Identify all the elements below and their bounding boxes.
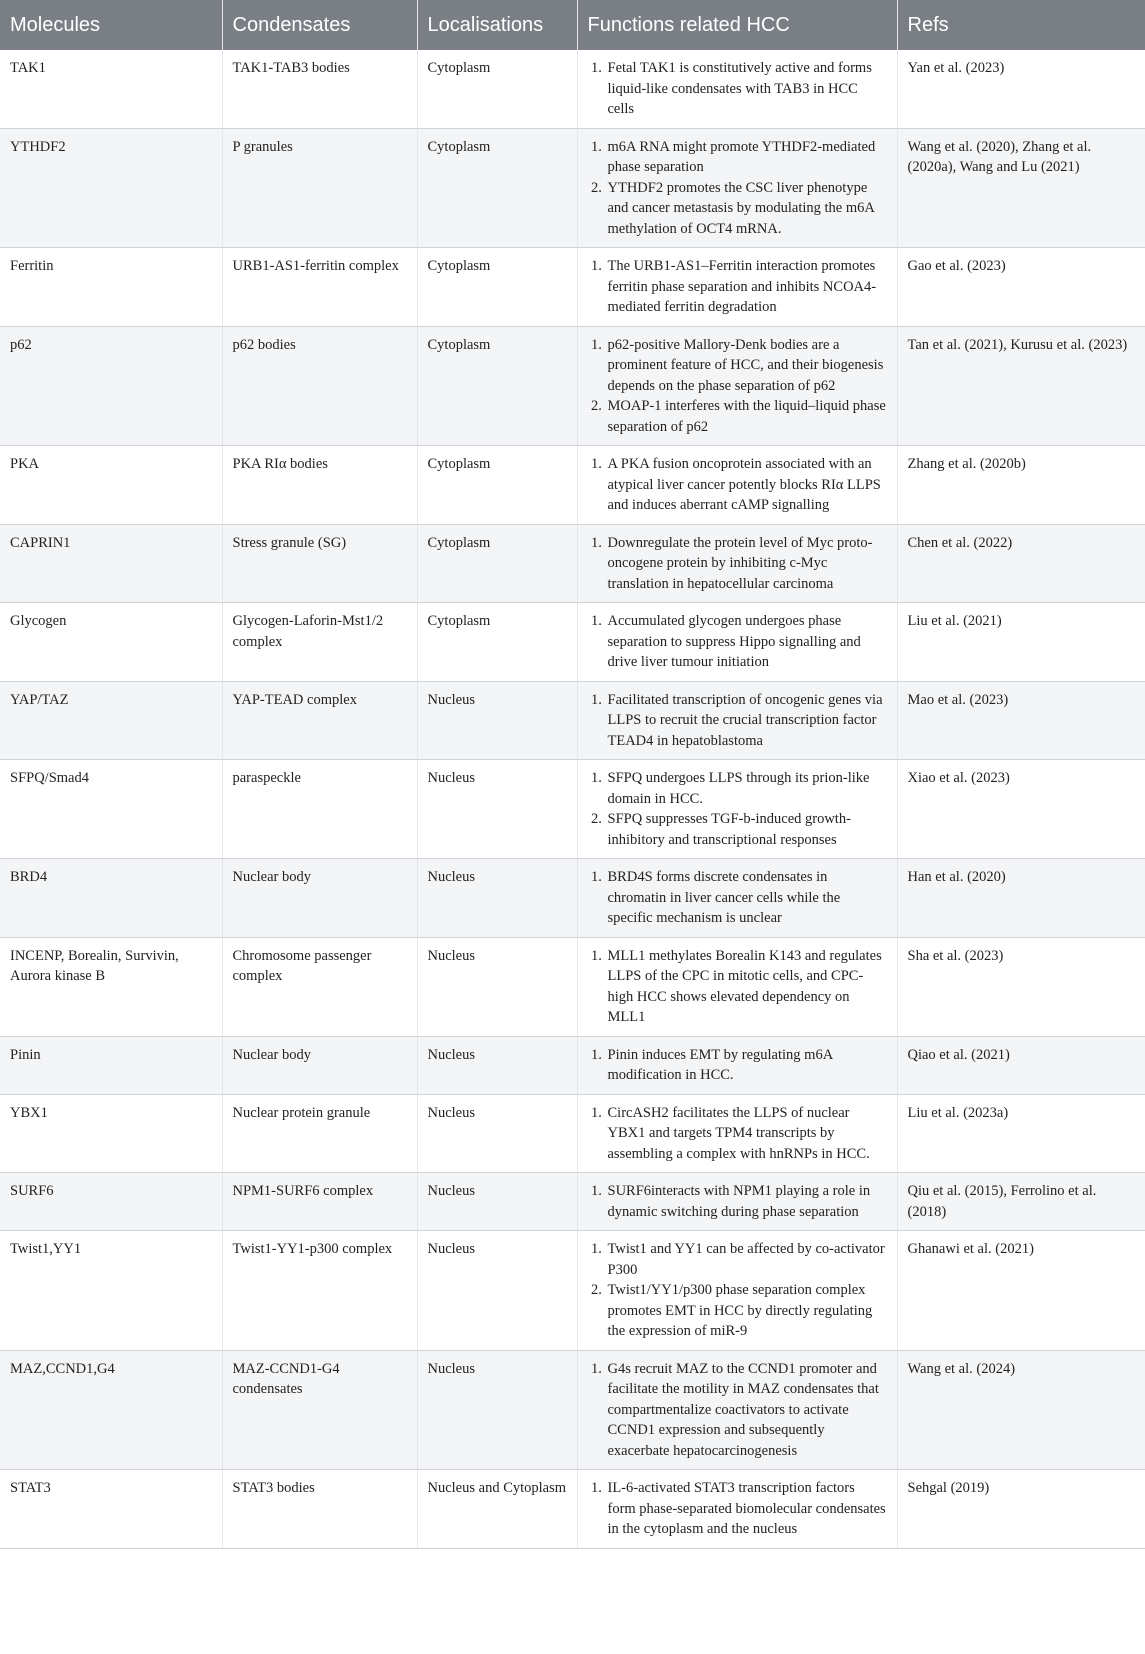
condensate-cell: Glycogen-Laforin-Mst1/2 complex <box>222 603 417 682</box>
table-row <box>0 524 1145 603</box>
table-row <box>0 681 1145 760</box>
molecule-cell: CAPRIN1 <box>0 524 222 603</box>
function-item: 1. Twist1 and YY1 can be affected by co-activator P300 <box>606 1239 887 1280</box>
function-item: 1. SFPQ undergoes LLPS through its prion-like domain in HCC. <box>606 768 887 809</box>
condensate-cell: paraspeckle <box>222 760 417 859</box>
molecule-cell: TAK1 <box>0 50 222 128</box>
function-item: 1. m6A RNA might promote YTHDF2-mediated phase separation <box>606 137 887 178</box>
refs-cell: Xiao et al. (2023) <box>897 760 1145 859</box>
condensate-cell: Nuclear body <box>222 859 417 938</box>
functions-list <box>588 256 887 318</box>
refs-cell: Chen et al. (2022) <box>897 524 1145 603</box>
table-row <box>0 1173 1145 1231</box>
localisation-cell: Cytoplasm <box>417 446 577 525</box>
table-row <box>0 1231 1145 1351</box>
refs-cell: Qiao et al. (2021) <box>897 1036 1145 1094</box>
refs-cell: Liu et al. (2023a) <box>897 1094 1145 1173</box>
table-row <box>0 603 1145 682</box>
function-item: 1. IL-6-activated STAT3 transcription factors form phase-separated biomolecular condensates in the cytoplasm and the nucleus <box>606 1478 887 1540</box>
functions-list <box>588 335 887 438</box>
functions-list <box>588 690 887 752</box>
table-row <box>0 760 1145 859</box>
functions-list <box>588 867 887 929</box>
function-item: 1. p62-positive Mallory-Denk bodies are a prominent feature of HCC, and their biogenesis depends on the phase separation of p62 <box>606 335 887 397</box>
refs-cell: Liu et al. (2021) <box>897 603 1145 682</box>
localisation-cell: Cytoplasm <box>417 50 577 128</box>
condensate-cell: YAP-TEAD complex <box>222 681 417 760</box>
header-functions: Functions related HCC <box>577 0 897 50</box>
condensate-cell: p62 bodies <box>222 326 417 446</box>
condensate-cell: Chromosome passenger complex <box>222 937 417 1036</box>
refs-cell: Han et al. (2020) <box>897 859 1145 938</box>
refs-cell: Wang et al. (2024) <box>897 1350 1145 1470</box>
functions-list <box>588 58 887 120</box>
functions-cell <box>577 1094 897 1173</box>
molecule-cell: STAT3 <box>0 1470 222 1549</box>
functions-cell <box>577 859 897 938</box>
table-row <box>0 446 1145 525</box>
localisation-cell: Nucleus <box>417 1173 577 1231</box>
condensate-cell: Nuclear body <box>222 1036 417 1094</box>
functions-cell <box>577 681 897 760</box>
functions-list <box>588 137 887 240</box>
functions-cell <box>577 326 897 446</box>
table-row <box>0 859 1145 938</box>
function-item: 1. G4s recruit MAZ to the CCND1 promoter and facilitate the motility in MAZ condensates that compartmentalize coactivators to activate CCND1 expression and subsequently exacerbate hepatocarcinogenesis <box>606 1359 887 1462</box>
table-row <box>0 1036 1145 1094</box>
table-row <box>0 1094 1145 1173</box>
localisation-cell: Cytoplasm <box>417 326 577 446</box>
localisation-cell: Nucleus <box>417 760 577 859</box>
functions-list <box>588 768 887 850</box>
refs-cell: Yan et al. (2023) <box>897 50 1145 128</box>
condensate-cell: URB1-AS1-ferritin complex <box>222 248 417 327</box>
localisation-cell: Nucleus <box>417 937 577 1036</box>
functions-list <box>588 1045 887 1086</box>
function-item: 2. SFPQ suppresses TGF-b-induced growth-inhibitory and transcriptional responses <box>606 809 887 850</box>
functions-cell <box>577 603 897 682</box>
molecule-cell: MAZ,CCND1,G4 <box>0 1350 222 1470</box>
function-item: 2. MOAP-1 interferes with the liquid–liquid phase separation of p62 <box>606 396 887 437</box>
header-refs: Refs <box>897 0 1145 50</box>
refs-cell: Mao et al. (2023) <box>897 681 1145 760</box>
function-item: 2. Twist1/YY1/p300 phase separation complex promotes EMT in HCC by directly regulating the expression of miR-9 <box>606 1280 887 1342</box>
functions-cell <box>577 1231 897 1351</box>
table-row <box>0 1350 1145 1470</box>
molecule-cell: SURF6 <box>0 1173 222 1231</box>
localisation-cell: Nucleus <box>417 1036 577 1094</box>
functions-cell <box>577 1173 897 1231</box>
functions-list <box>588 1239 887 1342</box>
functions-cell <box>577 128 897 248</box>
functions-list <box>588 1181 887 1222</box>
function-item: 1. Pinin induces EMT by regulating m6A modification in HCC. <box>606 1045 887 1086</box>
functions-list <box>588 1478 887 1540</box>
localisation-cell: Cytoplasm <box>417 248 577 327</box>
condensate-cell: Stress granule (SG) <box>222 524 417 603</box>
functions-cell <box>577 1350 897 1470</box>
function-item: 1. SURF6interacts with NPM1 playing a role in dynamic switching during phase separation <box>606 1181 887 1222</box>
functions-list <box>588 946 887 1028</box>
molecule-cell: Glycogen <box>0 603 222 682</box>
functions-list <box>588 611 887 673</box>
molecule-cell: PKA <box>0 446 222 525</box>
condensate-cell: MAZ-CCND1-G4 condensates <box>222 1350 417 1470</box>
localisation-cell: Cytoplasm <box>417 128 577 248</box>
functions-cell <box>577 50 897 128</box>
molecule-cell: BRD4 <box>0 859 222 938</box>
table-row <box>0 50 1145 128</box>
condensate-cell: STAT3 bodies <box>222 1470 417 1549</box>
molecule-cell: Ferritin <box>0 248 222 327</box>
condensate-cell: NPM1-SURF6 complex <box>222 1173 417 1231</box>
refs-cell: Sehgal (2019) <box>897 1470 1145 1549</box>
function-item: 1. Accumulated glycogen undergoes phase separation to suppress Hippo signalling and drive liver tumour initiation <box>606 611 887 673</box>
functions-cell <box>577 1470 897 1549</box>
condensate-cell: Nuclear protein granule <box>222 1094 417 1173</box>
function-item: 1. MLL1 methylates Borealin K143 and regulates LLPS of the CPC in mitotic cells, and CPC-high HCC shows elevated dependency on MLL1 <box>606 946 887 1028</box>
molecule-cell: p62 <box>0 326 222 446</box>
header-row <box>0 0 1145 50</box>
functions-list <box>588 533 887 595</box>
refs-cell: Zhang et al. (2020b) <box>897 446 1145 525</box>
molecule-cell: INCENP, Borealin, Survivin, Aurora kinase B <box>0 937 222 1036</box>
molecule-cell: YTHDF2 <box>0 128 222 248</box>
functions-list <box>588 1359 887 1462</box>
function-item: 1. The URB1-AS1–Ferritin interaction promotes ferritin phase separation and inhibits NCOA4-mediated ferritin degradation <box>606 256 887 318</box>
condensate-cell: TAK1-TAB3 bodies <box>222 50 417 128</box>
localisation-cell: Cytoplasm <box>417 603 577 682</box>
functions-cell <box>577 524 897 603</box>
function-item: 1. CircASH2 facilitates the LLPS of nuclear YBX1 and targets TPM4 transcripts by assembling a complex with hnRNPs in HCC. <box>606 1103 887 1165</box>
table-body <box>0 50 1145 1548</box>
function-item: 1. A PKA fusion oncoprotein associated with an atypical liver cancer potently blocks RIα LLPS and induces aberrant cAMP signalling <box>606 454 887 516</box>
header-molecules: Molecules <box>0 0 222 50</box>
table-row <box>0 248 1145 327</box>
localisation-cell: Nucleus <box>417 1094 577 1173</box>
functions-list <box>588 454 887 516</box>
table-row <box>0 326 1145 446</box>
function-item: 1. BRD4S forms discrete condensates in chromatin in liver cancer cells while the specific mechanism is unclear <box>606 867 887 929</box>
molecule-cell: YBX1 <box>0 1094 222 1173</box>
table-row <box>0 128 1145 248</box>
refs-cell: Qiu et al. (2015), Ferrolino et al. (2018) <box>897 1173 1145 1231</box>
header-condensates: Condensates <box>222 0 417 50</box>
function-item: 1. Facilitated transcription of oncogenic genes via LLPS to recruit the crucial transcription factor TEAD4 in hepatoblastoma <box>606 690 887 752</box>
functions-list <box>588 1103 887 1165</box>
functions-cell <box>577 760 897 859</box>
table-header <box>0 0 1145 50</box>
molecule-cell: SFPQ/Smad4 <box>0 760 222 859</box>
functions-cell <box>577 248 897 327</box>
header-localisations: Localisations <box>417 0 577 50</box>
table-row <box>0 1470 1145 1549</box>
functions-cell <box>577 937 897 1036</box>
condensate-cell: PKA RIα bodies <box>222 446 417 525</box>
function-item: 1. Fetal TAK1 is constitutively active and forms liquid-like condensates with TAB3 in HCC cells <box>606 58 887 120</box>
localisation-cell: Nucleus and Cytoplasm <box>417 1470 577 1549</box>
refs-cell: Sha et al. (2023) <box>897 937 1145 1036</box>
molecule-cell: YAP/TAZ <box>0 681 222 760</box>
refs-cell: Tan et al. (2021), Kurusu et al. (2023) <box>897 326 1145 446</box>
condensate-cell: Twist1-YY1-p300 complex <box>222 1231 417 1351</box>
table-row <box>0 937 1145 1036</box>
localisation-cell: Nucleus <box>417 681 577 760</box>
refs-cell: Gao et al. (2023) <box>897 248 1145 327</box>
functions-cell <box>577 446 897 525</box>
localisation-cell: Cytoplasm <box>417 524 577 603</box>
refs-cell: Wang et al. (2020), Zhang et al. (2020a), Wang and Lu (2021) <box>897 128 1145 248</box>
molecule-cell: Pinin <box>0 1036 222 1094</box>
refs-cell: Ghanawi et al. (2021) <box>897 1231 1145 1351</box>
functions-cell <box>577 1036 897 1094</box>
localisation-cell: Nucleus <box>417 859 577 938</box>
function-item: 2. YTHDF2 promotes the CSC liver phenotype and cancer metastasis by modulating the m6A methylation of OCT4 mRNA. <box>606 178 887 240</box>
localisation-cell: Nucleus <box>417 1350 577 1470</box>
condensate-cell: P granules <box>222 128 417 248</box>
function-item: 1. Downregulate the protein level of Myc proto-oncogene protein by inhibiting c-Myc translation in hepatocellular carcinoma <box>606 533 887 595</box>
localisation-cell: Nucleus <box>417 1231 577 1351</box>
molecule-cell: Twist1,YY1 <box>0 1231 222 1351</box>
